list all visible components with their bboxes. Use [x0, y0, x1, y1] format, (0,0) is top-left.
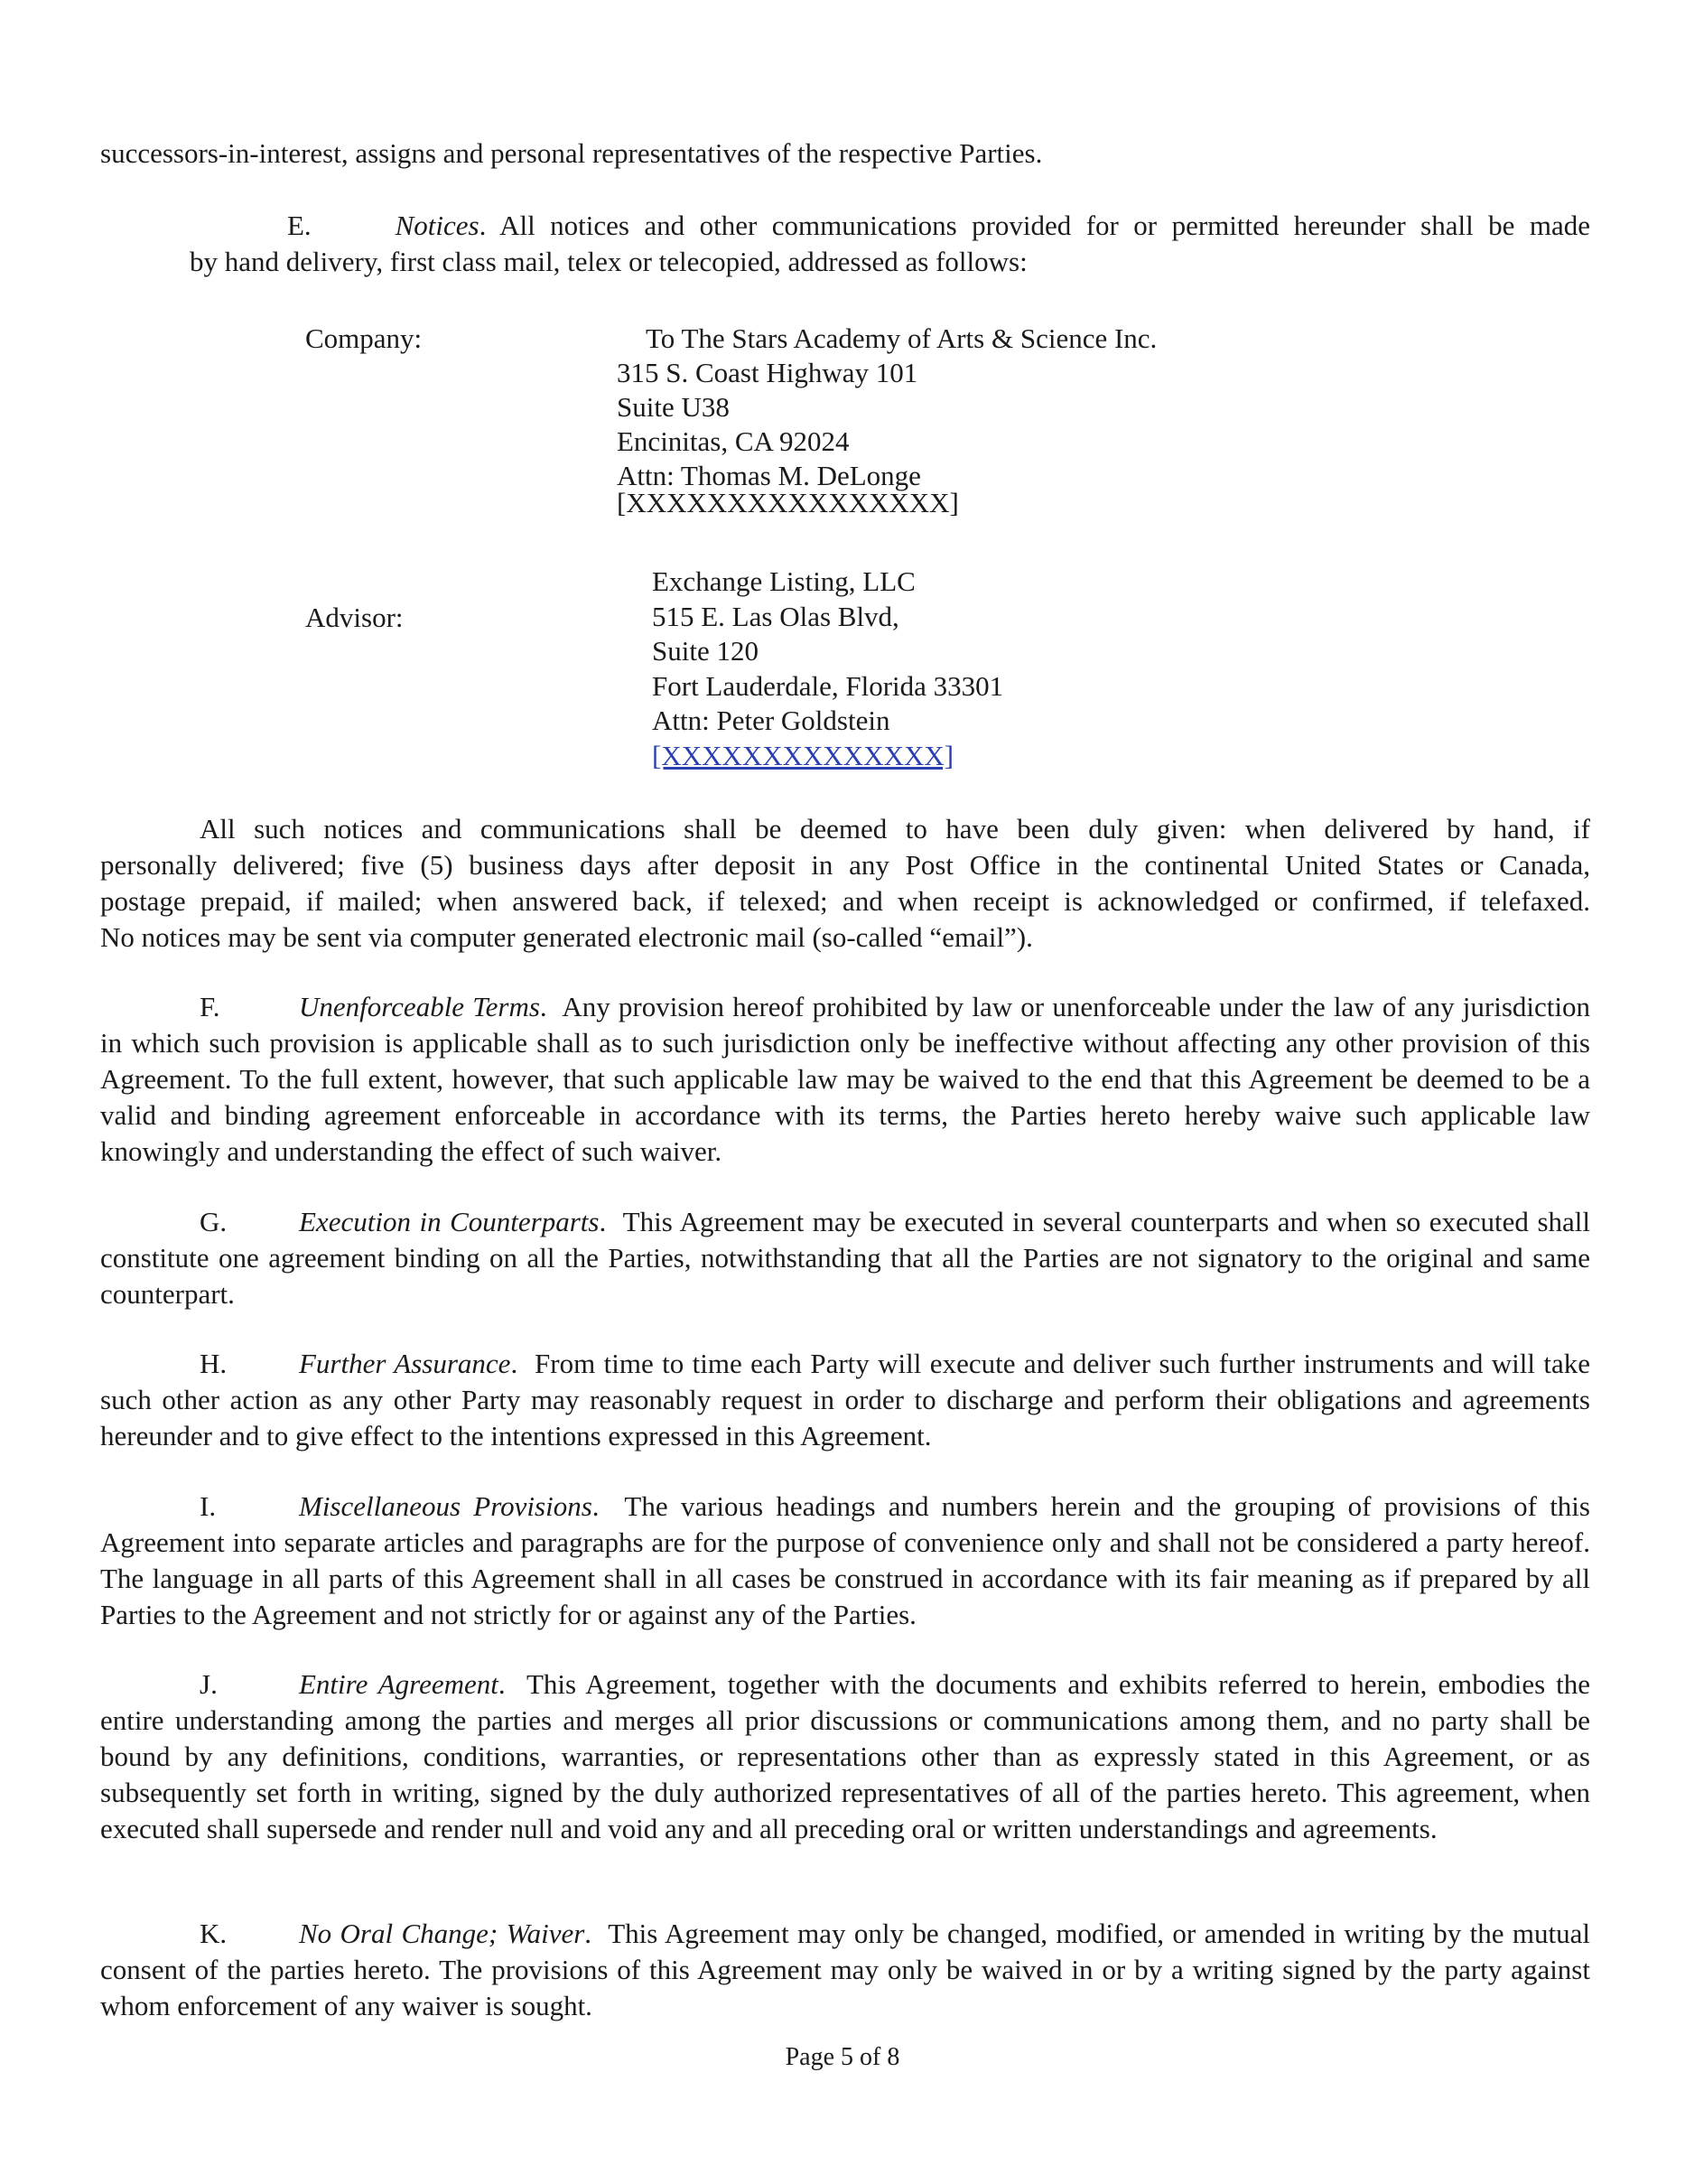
section-f-title: Unenforceable Terms [299, 991, 540, 1022]
company-address-line: Encinitas, CA 92024 [617, 425, 850, 457]
section-j-text: This Agreement, together with the documents and exhibits referred to herein, embodies the entire understanding among the parties and merges all prior discussions or communications among them, and no party shall be bound by any definitions, conditions, warranties, or representations other than as expressly stated in this Agreement, or as subsequently set forth in writing, signed by the duly authorized representatives of all of the parties hereto. This agreement, when executed shall supersede and render null and void any and all preceding oral or written understandings and agreements. [100, 1668, 1591, 1844]
section-h-text: From time to time each Party will execute and deliver such further instruments and will take such other action as any other Party may reasonably request in order to discharge and perform their obligations and agreements hereunder and to give effect to the intentions expressed in this Agreement. [100, 1348, 1591, 1451]
section-k-title: No Oral Change; Waiver [299, 1918, 585, 1949]
notices-line-1: E. Notices. All notices and other communications provided for or permitted hereunder shall be made [287, 210, 1591, 241]
advisor-link[interactable]: [XXXXXXXXXXXXXX] [652, 739, 954, 771]
section-k-text: This Agreement may only be changed, modified, or amended in writing by the mutual consent of the parties hereto. The provisions of this Agreement may only be waived in or by a writing signed by the party against whom enforcement of any waiver is sought. [100, 1918, 1590, 2021]
advisor-address-line: Exchange Listing, LLC [652, 565, 916, 597]
company-address-line: [XXXXXXXXXXXXXXXX] [617, 487, 959, 518]
section-f-label: F. [200, 991, 220, 1022]
notices-paragraph-line: postage prepaid, if mailed; when answered back, if telexed; and when receipt is acknowledged or confirmed, if telefaxed. [100, 885, 1590, 917]
section-g-label: G. [200, 1206, 228, 1237]
company-address-line: Attn: Thomas M. DeLonge [617, 460, 921, 491]
section-i-title: Miscellaneous Provisions [299, 1490, 592, 1522]
advisor-address [652, 565, 1003, 773]
advisor-label: Advisor: [305, 602, 404, 633]
section-k: K. No Oral Change; Waiver. This Agreement may only be changed, modified, or amended in writing by the mutual consent of the parties hereto. The provisions of this Agreement may only be waived in or by a writing signed by the party against whom enforcement of any waiver is sought. [100, 1918, 1590, 2021]
notices-paragraph-line: All such notices and communications shall be deemed to have been duly given: when delivered by hand, if [200, 813, 1590, 845]
section-g-text: This Agreement may be executed in several counterparts and when so executed shall constitute one agreement binding on all the Parties, notwithstanding that all the Parties are not signatory to the original and same counterpart. [100, 1206, 1590, 1310]
section-f-text: Any provision hereof prohibited by law or unenforceable under the law of any jurisdiction in which such provision is applicable shall as to such jurisdiction only be ineffective without affecting any other provision of this Agreement. To the full extent, however, that such applicable law may be waived to the end that this Agreement be deemed to be a valid and binding agreement enforceable in accordance with its terms, the Parties hereto hereby waive such applicable law knowingly and understanding the effect of such waiver. [100, 991, 1590, 1167]
company-address-line: Suite U38 [617, 391, 730, 423]
section-j-title: Entire Agreement [299, 1668, 498, 1700]
section-h: H. Further Assurance. From time to time each Party will execute and deliver such further instruments and will take such other action as any other Party may reasonably request in order to discharge and perform their obligations and agreements hereunder and to give effect to the intentions expressed in this Agreement. [100, 1348, 1591, 1451]
advisor-address-line: Fort Lauderdale, Florida 33301 [652, 669, 1004, 702]
company-address-line: 315 S. Coast Highway 101 [617, 357, 918, 388]
section-i-label: I. [200, 1490, 217, 1522]
company-label: Company: [305, 322, 423, 354]
section-j-label: J. [200, 1668, 218, 1700]
section-k-label: K. [200, 1918, 228, 1949]
notices-paragraph-line: personally delivered; five (5) business days after deposit in any Post Office in the continental United States or Canada, [100, 849, 1590, 881]
section-h-title: Further Assurance [299, 1348, 511, 1379]
notices-paragraph-line: No notices may be sent via computer generated electronic mail (so-called “email”). [100, 921, 1033, 953]
notices-text-1: All notices and other communications provided for or permitted hereunder shall be made [499, 210, 1591, 241]
notices-label: E. [287, 210, 312, 241]
advisor-address-line: 515 E. Las Olas Blvd, [652, 600, 899, 632]
section-g: G. Execution in Counterparts. This Agreement may be executed in several counterparts and when so executed shall constitute one agreement binding on all the Parties, notwithstanding that all the Parties are not signatory to the original and same counterpart. [100, 1206, 1590, 1310]
section-f: F. Unenforceable Terms. Any provision hereof prohibited by law or unenforceable under the law of any jurisdiction in which such provision is applicable shall as to such jurisdiction only be ineffective without affecting any other provision of this Agreement. To the full extent, however, that such applicable law may be waived to the end that this Agreement be deemed to be a valid and binding agreement enforceable in accordance with its terms, the Parties hereto hereby waive such applicable law knowingly and understanding the effect of such waiver. [100, 991, 1590, 1167]
advisor-address-line: Attn: Peter Goldstein [652, 705, 890, 736]
company-address [617, 321, 1157, 521]
section-i-text: The various headings and numbers herein and the grouping of provisions of this Agreement into separate articles and paragraphs are for the purpose of convenience only and shall not be considered a party hereof. The language in all parts of this Agreement shall in all cases be construed in accordance with its fair meaning as if prepared by all Parties to the Agreement and not strictly for or against any of the Parties. [100, 1490, 1590, 1630]
intro-line: successors-in-interest, assigns and personal representatives of the respective Parties. [100, 137, 1043, 169]
section-h-label: H. [200, 1348, 228, 1379]
advisor-address-line: Suite 120 [652, 635, 759, 667]
section-i: I. Miscellaneous Provisions. The various headings and numbers herein and the grouping of provisions of this Agreement into separate articles and paragraphs are for the purpose of convenience only and shall not be considered a party hereof. The language in all parts of this Agreement shall in all cases be construed in accordance with its fair meaning as if prepared by all Parties to the Agreement and not strictly for or against any of the Parties. [100, 1490, 1590, 1630]
section-g-title: Execution in Counterparts [299, 1206, 600, 1237]
notices-title: Notices [395, 210, 479, 241]
section-j: J. Entire Agreement. This Agreement, together with the documents and exhibits referred to herein, embodies the entire understanding among the parties and merges all prior discussions or communications among them, and no party shall be bound by any definitions, conditions, warranties, or representations other than as expressly stated in this Agreement, or as subsequently set forth in writing, signed by the duly authorized representatives of all of the parties hereto. This agreement, when executed shall supersede and render null and void any and all preceding oral or written understandings and agreements. [100, 1668, 1591, 1844]
page-number: Page 5 of 8 [785, 2043, 900, 2071]
company-address-line: To The Stars Academy of Arts & Science Inc. [646, 322, 1158, 354]
notices-line-2: by hand delivery, first class mail, telex or telecopied, addressed as follows: [190, 246, 1028, 277]
